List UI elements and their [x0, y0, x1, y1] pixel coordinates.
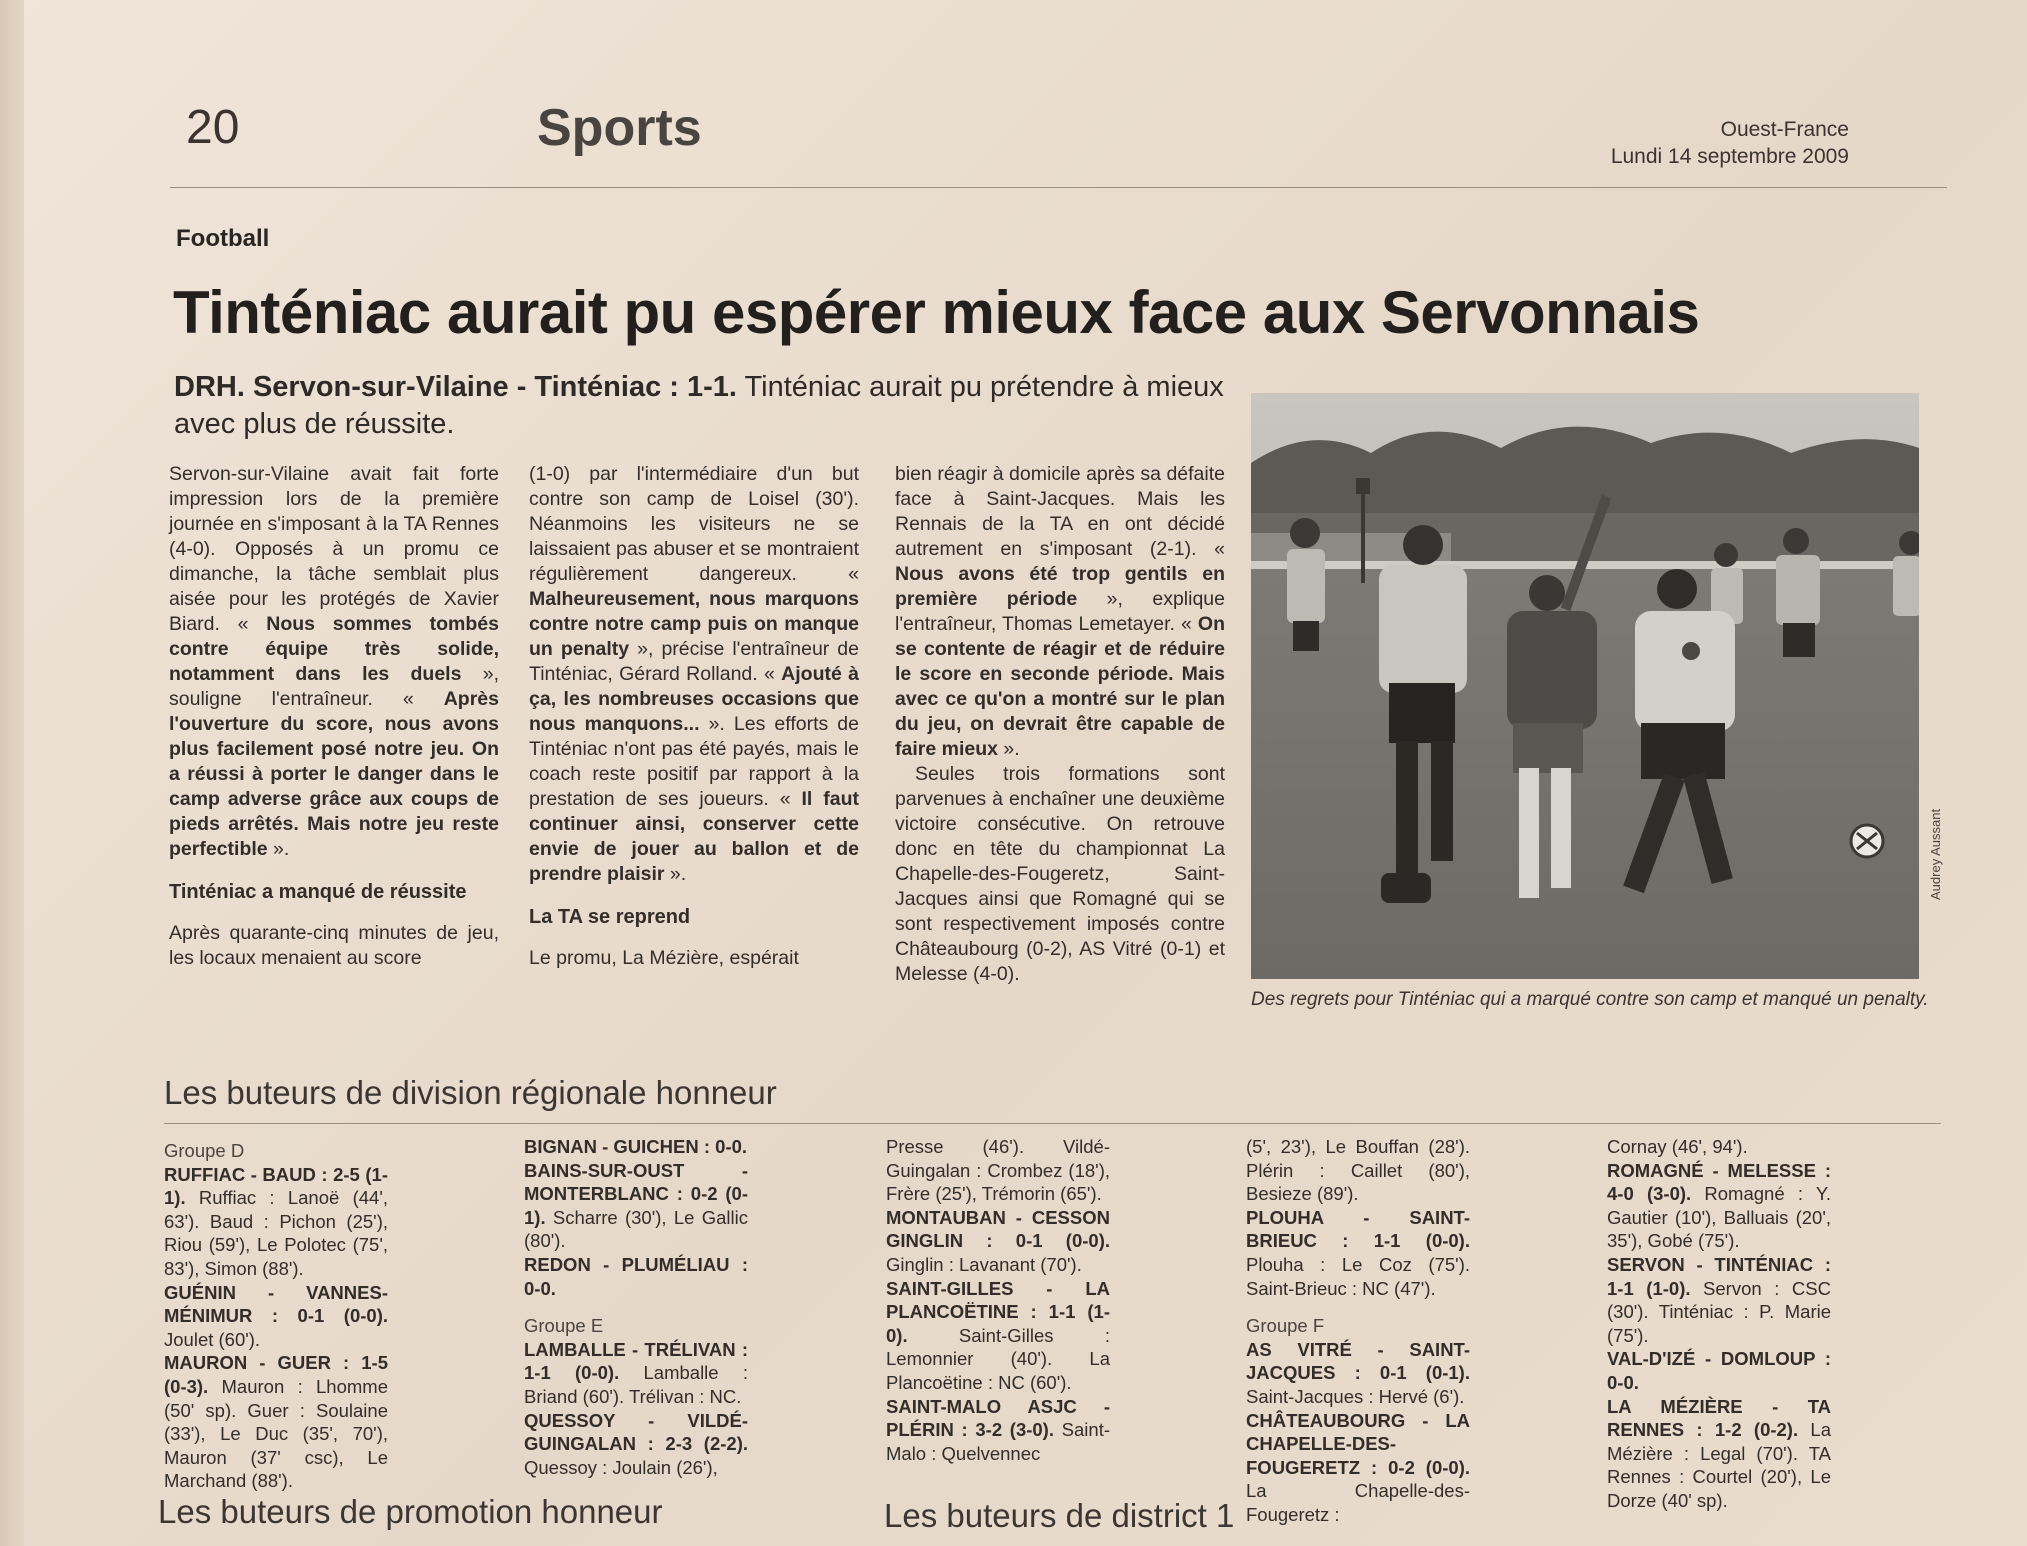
- match-result: [1607, 1159, 1831, 1253]
- match-score: SAINT-GILLES - LA PLANCOËTINE : 1-1 (1-0).: [886, 1277, 1110, 1346]
- article-headline: Tinténiac aurait pu espérer mieux face aux Servonnais: [173, 279, 1700, 346]
- match-result: Presse (46'). Vildé-Guingalan : Crombez (18'), Frère (25'), Trémorin (65').: [886, 1136, 1110, 1205]
- quote: Il faut continuer ainsi, conserver cette envie de jouer au ballon et de prendre plaisir: [529, 788, 859, 885]
- match-score: BIGNAN - GUICHEN : 0-0.: [524, 1136, 748, 1157]
- match-result: [1607, 1347, 1831, 1394]
- article-column-2: [529, 462, 859, 971]
- match-score: CHÂTEAUBOURG - LA CHAPELLE-DES-FOUGERETZ : 0-2 (0-0).: [1246, 1409, 1470, 1478]
- match-scorers: Plouha : Le Coz (75'). Saint-Brieuc : NC (47').: [1246, 1253, 1470, 1299]
- match-score: MAURON - GUER : 1-5 (0-3).: [164, 1352, 388, 1397]
- deck-text: Tinténiac aurait pu prétendre à mieux avec plus de réussite.: [174, 371, 1224, 440]
- match-score: MONTAUBAN - CESSON GINGLIN : 0-1 (0-0).: [886, 1206, 1110, 1252]
- article-deck: [174, 369, 1234, 443]
- text-run: (1-0) par l'intermédiaire d'un but contre son camp de Loisel (30'). Néanmoins les visiteurs ne se laissaient pas abuser et se montraient régulièrement dangereux. «: [529, 463, 859, 585]
- paragraph: Seules trois formations sont parvenues à enchaîner une deuxième victoire consécutive. On retrouve donc en tête du championnat La Chapelle-des-Fougeretz, Saint-Jacques ainsi que Romagné qui se sont respectivement imposés contre Châteaubourg (0-2), AS Vitré (0-1) et Melesse (4-0).: [895, 763, 1225, 985]
- match-result: [524, 1135, 748, 1159]
- results-column-1: [164, 1135, 388, 1493]
- paragraph: [529, 462, 859, 887]
- header-rule: [170, 187, 1947, 188]
- match-result: [524, 1338, 748, 1409]
- match-score: SAINT-MALO ASJC - PLÉRIN : 3-2 (3-0).: [886, 1395, 1110, 1441]
- page-number: 20: [186, 101, 240, 154]
- match-score: RUFFIAC - BAUD : 2-5 (1-1).: [164, 1163, 388, 1209]
- match-scorers: Mauron : Lhomme (50' sp). Guer : Soulaine (33'), Le Duc (35', 70'), Mauron (37' csc), Le Marchand (88').: [164, 1375, 388, 1492]
- match-result: [1246, 1409, 1470, 1527]
- match-scorers: Saint-Malo : Quelvennec: [886, 1419, 1111, 1464]
- match-scorers: Saint-Gilles : Lemonnier (40'). La Plancoëtine : NC (60').: [886, 1324, 1110, 1393]
- group-label: Groupe E: [524, 1315, 604, 1337]
- match-scorers: La Mézière : Legal (70'). TA Rennes : Courtel (20'), Le Dorze (40' sp).: [1607, 1419, 1831, 1511]
- match-score: SERVON - TINTÉNIAC : 1-1 (1-0).: [1607, 1253, 1831, 1299]
- quote: Nous sommes tombés contre équipe très solide, notamment dans les duels: [169, 613, 499, 685]
- group-label: Groupe F: [1246, 1315, 1325, 1337]
- match-result: [524, 1409, 748, 1480]
- match-scorers: Ginglin : Lavanant (70').: [886, 1253, 1082, 1275]
- match-result: (5', 23'), Le Bouffan (28'). Plérin : Caillet (80'), Besieze (89').: [1246, 1136, 1470, 1205]
- group-label: Groupe D: [164, 1140, 245, 1161]
- text-run: », explique l'entraîneur, Thomas Lemetayer. «: [895, 588, 1225, 635]
- match-result: [1607, 1395, 1831, 1513]
- text-run: », précise l'entraîneur de Tinténiac, Gérard Rolland. «: [529, 638, 859, 685]
- match-score: GUÉNIN - VANNES-MÉNIMUR : 0-1 (0-0).: [164, 1281, 388, 1327]
- match-result: [886, 1277, 1110, 1395]
- publication-date: Lundi 14 septembre 2009: [1610, 145, 1849, 168]
- results-column-2: [524, 1135, 748, 1479]
- quote: Malheureusement, nous marquons contre notre camp puis on manque un penalty: [529, 588, 859, 660]
- match-score: LA MÉZIÈRE - TA RENNES : 1-2 (0-2).: [1607, 1395, 1831, 1441]
- deck-score: DRH. Servon-sur-Vilaine - Tinténiac : 1-1.: [174, 371, 737, 403]
- quote: Ajouté à ça, les nombreuses occasions que nous manquons...: [529, 663, 859, 735]
- results-column-3: [886, 1135, 1110, 1465]
- article-column-3: [895, 462, 1225, 987]
- match-score: BAINS-SUR-OUST - MONTERBLANC : 0-2 (0-1).: [524, 1159, 748, 1228]
- match-score: QUESSOY - VILDÉ-GUINGALAN : 2-3 (2-2).: [524, 1409, 748, 1455]
- paragraph: [169, 462, 499, 862]
- publication-name: Ouest-France: [1720, 118, 1849, 141]
- match-result: Cornay (46', 94').: [1607, 1136, 1748, 1157]
- scorers-drh-title: Les buteurs de division régionale honneur: [164, 1074, 777, 1111]
- quote: Après l'ouverture du score, nous avons plus facilement posé notre jeu. On a réussi à porter le danger dans le camp adverse grâce aux coups de pieds arrêtés. Mais notre jeu reste perfectible: [169, 688, 499, 860]
- text-run: », souligne l'entraîneur. «: [169, 663, 499, 710]
- match-scorers: Saint-Jacques : Hervé (6').: [1246, 1385, 1465, 1407]
- match-result: [1246, 1206, 1470, 1300]
- section-title: Sports: [537, 99, 702, 157]
- match-score: VAL-D'IZÉ - DOMLOUP : 0-0.: [1607, 1348, 1831, 1393]
- match-result: [886, 1395, 1110, 1466]
- page-edge: [0, 0, 24, 1546]
- paragraph: [895, 462, 1225, 762]
- match-photo-illustration: [1251, 393, 1919, 979]
- text-run: Servon-sur-Vilaine avait fait forte impression lors de la première journée en s'imposant à la TA Rennes (4-0). Opposés à un promu ce dimanche, la tâche semblait plus aisée pour les protégés de Xavier Biard. «: [169, 463, 499, 635]
- photo-credit: Audrey Aussant: [1928, 808, 1943, 900]
- match-score: PLOUHA - SAINT-BRIEUC : 1-1 (0-0).: [1246, 1206, 1470, 1252]
- match-scorers: Romagné : Y. Gautier (10'), Balluais (20', 35'), Gobé (75').: [1607, 1183, 1831, 1252]
- article-subhead: Tinténiac a manqué de réussite: [169, 881, 467, 903]
- masthead: [1611, 116, 1849, 170]
- match-score: ROMAGNÉ - MELESSE : 4-0 (3-0).: [1607, 1159, 1831, 1205]
- match-score: REDON - PLUMÉLIAU : 0-0.: [524, 1253, 748, 1299]
- match-scorers: Ruffiac : Lanoë (44', 63'). Baud : Pichon (25'), Riou (59'), Le Polotec (75', 83'), Simon (88').: [164, 1187, 388, 1279]
- match-result: [524, 1159, 748, 1253]
- match-result: [164, 1163, 388, 1281]
- match-scorers: Servon : CSC (30'). Tinténiac : P. Marie (75').: [1607, 1277, 1831, 1346]
- match-scorers: Scharre (30'), Le Gallic (80').: [524, 1206, 748, 1252]
- match-score: LAMBALLE - TRÉLIVAN : 1-1 (0-0).: [524, 1338, 748, 1384]
- article-subhead: La TA se reprend: [529, 906, 691, 928]
- text-run: ». Les efforts de Tinténiac n'ont pas été payés, mais le coach reste positif par rapport à la prestation de ses joueurs. «: [529, 713, 859, 810]
- photo-caption: Des regrets pour Tinténiac qui a marqué contre son camp et manqué un penalty.: [1251, 989, 1929, 1010]
- scorers-d1-title: Les buteurs de district 1: [884, 1497, 1235, 1534]
- quote: Nous avons été trop gentils en première période: [895, 563, 1225, 610]
- match-scorers: Lamballe : Briand (60'). Trélivan : NC.: [524, 1362, 748, 1407]
- match-score: AS VITRÉ - SAINT-JACQUES : 0-1 (0-1).: [1246, 1338, 1470, 1384]
- match-result: [524, 1253, 748, 1300]
- scorers-rule: [164, 1123, 1941, 1124]
- text-run: ».: [267, 838, 290, 860]
- paragraph: Le promu, La Mézière, espérait: [529, 947, 799, 969]
- paragraph: Après quarante-cinq minutes de jeu, les locaux menaient au score: [169, 922, 499, 969]
- quote: On se contente de réagir et de réduire le score en seconde période. Mais avec ce qu'on a montré sur le plan du jeu, on devrait être capable de faire mieux: [895, 613, 1225, 760]
- match-scorers: Quessoy : Joulain (26'),: [524, 1456, 718, 1478]
- text-run: ».: [664, 863, 687, 885]
- results-column-4: [1246, 1135, 1470, 1527]
- match-result: [164, 1281, 388, 1352]
- match-result: [164, 1351, 388, 1493]
- match-photo: [1251, 393, 1919, 979]
- results-column-5: [1607, 1135, 1831, 1513]
- text-run: bien réagir à domicile après sa défaite face à Saint-Jacques. Mais les Rennais de la TA en ont décidé autrement en s'imposant (2-1). «: [895, 463, 1225, 560]
- match-scorers: La Chapelle-des-Fougeretz :: [1246, 1480, 1470, 1525]
- article-column-1: [169, 462, 499, 971]
- match-scorers: Joulet (60').: [164, 1328, 261, 1350]
- match-result: [886, 1206, 1110, 1277]
- article-kicker: Football: [176, 225, 270, 252]
- scorers-ph-title: Les buteurs de promotion honneur: [158, 1493, 663, 1530]
- match-result: [1607, 1253, 1831, 1347]
- match-result: [1246, 1338, 1470, 1409]
- text-run: ».: [997, 738, 1020, 760]
